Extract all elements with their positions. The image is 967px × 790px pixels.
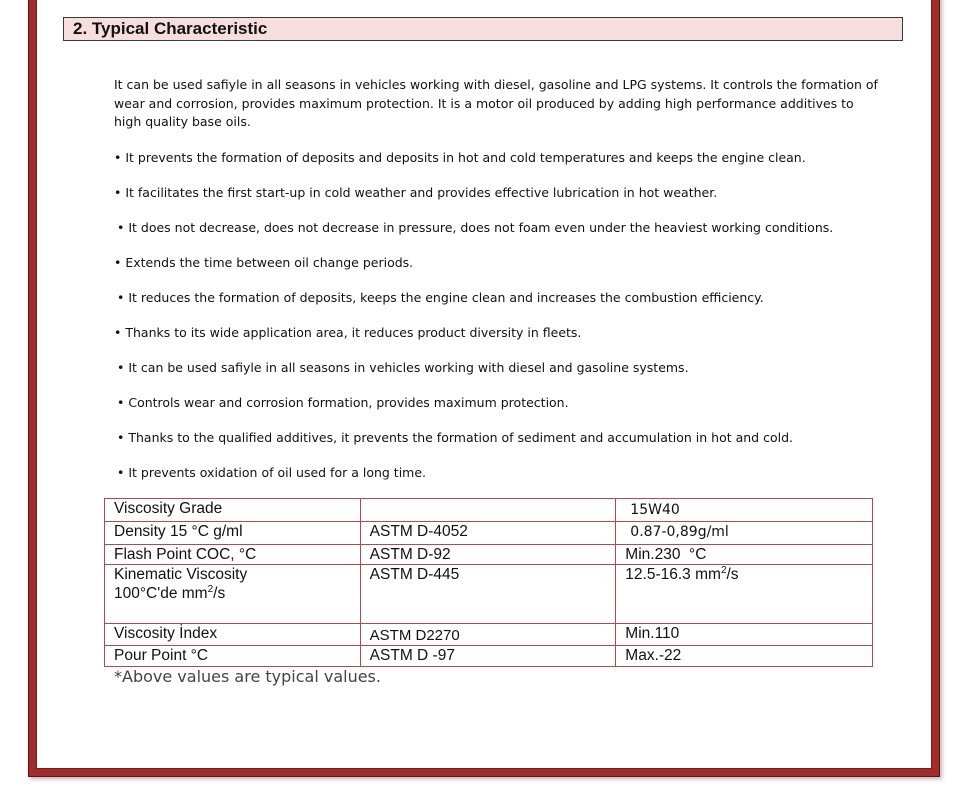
property-unit-end: /s bbox=[213, 585, 226, 602]
specification-table bbox=[104, 498, 873, 667]
document-page bbox=[36, 0, 932, 769]
feature-item: • Controls wear and corrosion formation, provides maximum protection. bbox=[117, 394, 569, 410]
property-unit-text: 100°C'de mm bbox=[114, 585, 208, 602]
table-row bbox=[105, 565, 873, 624]
property-unit-line bbox=[114, 584, 360, 603]
property-cell: Viscosity İndex bbox=[105, 624, 361, 646]
table-row bbox=[105, 624, 873, 646]
table-row bbox=[105, 522, 873, 545]
description-block bbox=[114, 76, 884, 482]
feature-item: • It prevents oxidation of oil used for a long time. bbox=[117, 464, 427, 480]
superscript: 2 bbox=[207, 583, 214, 595]
feature-item: • It does not decrease, does not decrease in pressure, does not foam even under the heaviest working conditions. bbox=[117, 219, 834, 235]
footnote: *Above values are typical values. bbox=[114, 667, 381, 686]
superscript: 2 bbox=[720, 564, 727, 576]
feature-item: • It can be used safiyle in all seasons in vehicles working with diesel and gasoline systems. bbox=[117, 359, 689, 375]
method-cell: ASTM D -97 bbox=[360, 646, 616, 667]
value-cell: Min.110 bbox=[616, 624, 873, 646]
table-row bbox=[105, 646, 873, 667]
feature-item: • It prevents the formation of deposits and deposits in hot and cold temperatures and keeps the engine clean. bbox=[114, 149, 806, 165]
feature-item: • Thanks to its wide application area, it reduces product diversity in fleets. bbox=[114, 324, 582, 340]
property-cell: Viscosity Grade bbox=[105, 499, 361, 522]
property-cell: Pour Point °C bbox=[105, 646, 361, 667]
property-cell bbox=[105, 565, 361, 624]
value-cell bbox=[616, 499, 873, 522]
feature-item: • Extends the time between oil change periods. bbox=[114, 254, 414, 270]
table-row bbox=[105, 545, 873, 565]
value-cell: Min.230 °C bbox=[616, 545, 873, 565]
feature-item: • It reduces the formation of deposits, keeps the engine clean and increases the combustion efficiency. bbox=[117, 289, 764, 305]
table-row bbox=[105, 499, 873, 522]
property-line: Kinematic Viscosity bbox=[114, 566, 248, 583]
page-frame bbox=[28, 0, 940, 777]
value-cell bbox=[616, 565, 873, 624]
method-cell bbox=[360, 499, 616, 522]
method-text: ASTM D2270 bbox=[369, 627, 460, 644]
method-cell: ASTM D-4052 bbox=[360, 522, 616, 545]
property-cell: Density 15 °C g/ml bbox=[105, 522, 361, 545]
value-text: 12.5-16.3 mm bbox=[625, 566, 721, 583]
property-cell: Flash Point COC, °C bbox=[105, 545, 361, 565]
value-cell bbox=[616, 522, 873, 545]
section-title: 2. Typical Characteristic bbox=[63, 17, 903, 41]
value-cell: Max.-22 bbox=[616, 646, 873, 667]
value-text: 15W40 bbox=[630, 502, 680, 518]
feature-list bbox=[114, 149, 884, 483]
method-cell bbox=[360, 624, 616, 646]
method-cell: ASTM D-92 bbox=[360, 545, 616, 565]
feature-item: • Thanks to the qualified additives, it prevents the formation of sediment and accumulation in hot and cold. bbox=[117, 429, 793, 445]
intro-paragraph: It can be used safiyle in all seasons in vehicles working with diesel, gasoline and LPG systems. It controls the formation of wear and corrosion, provides maximum protection. It is a motor oil produced by adding high performance additives to high quality base oils. bbox=[114, 77, 878, 129]
feature-item: • It facilitates the first start-up in cold weather and provides effective lubrication in hot weather. bbox=[114, 184, 718, 200]
value-end: /s bbox=[726, 566, 739, 583]
method-cell: ASTM D-445 bbox=[360, 565, 616, 624]
value-text: 0.87-0,89g/ml bbox=[630, 524, 729, 540]
